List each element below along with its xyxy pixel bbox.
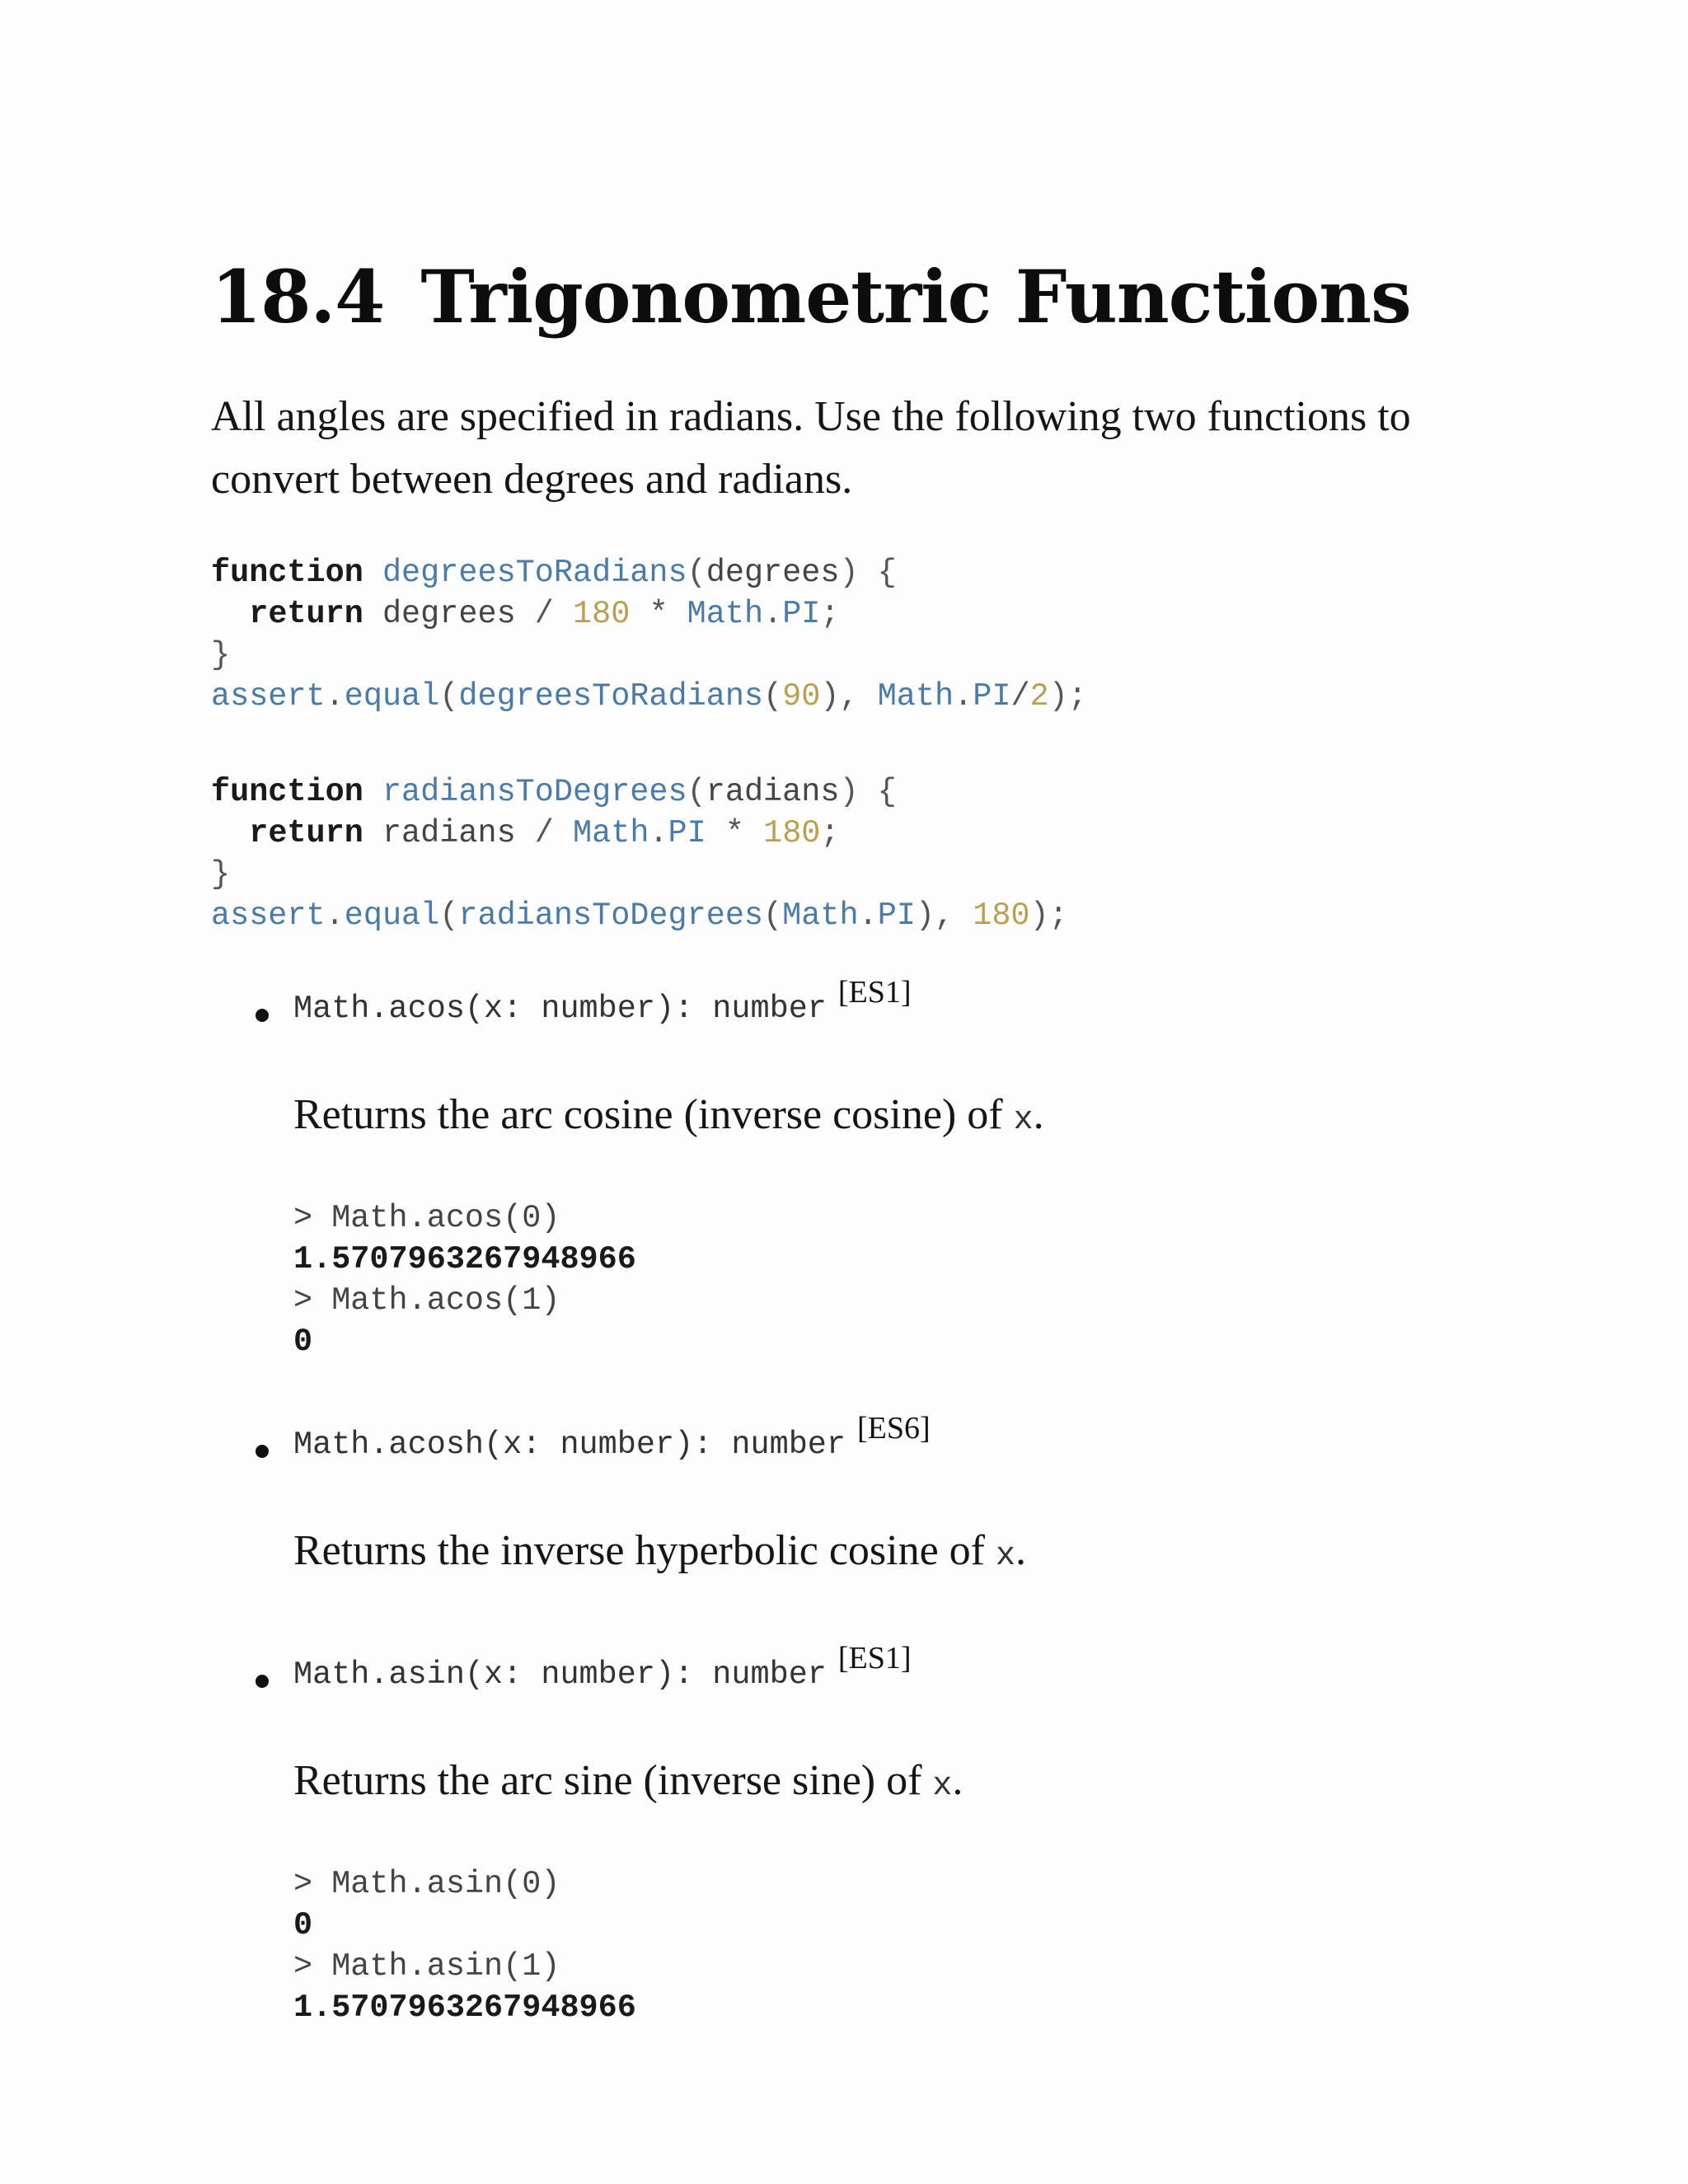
code-line-8: assert.equal(radiansToDegrees(Math.PI), 180);: [211, 898, 1068, 934]
code-line-7: }: [211, 856, 231, 893]
version-tag: [ES1]: [837, 1641, 912, 1675]
bullet-icon: [256, 1445, 269, 1458]
api-list: [211, 975, 1497, 2028]
repl-input: > Math.acos(0): [293, 1200, 560, 1236]
section-heading: [211, 247, 1497, 346]
code-line-4: assert.equal(degreesToRadians(90), Math.PI/2);: [211, 678, 1087, 715]
intro-paragraph: All angles are specified in radians. Use the following two functions to convert between degrees and radians.: [211, 393, 1411, 503]
repl-output: 0: [293, 1324, 313, 1360]
repl-example: [293, 1197, 1497, 1362]
api-description: Returns the arc cosine (inverse cosine) of x.: [293, 1091, 1044, 1139]
version-tag: [ES6]: [857, 1411, 931, 1446]
code-line-6: return radians / Math.PI * 180;: [249, 815, 840, 851]
code-block: [211, 552, 1497, 936]
api-item-acosh: [211, 1411, 1497, 1586]
code-line-3: }: [211, 637, 231, 673]
page-content: [211, 247, 1497, 2028]
code-line-2: return degrees / 180 * Math.PI;: [249, 596, 840, 632]
repl-output: 1.5707963267948966: [293, 1241, 636, 1277]
repl-output: 1.5707963267948966: [293, 1990, 636, 2026]
repl-example: [293, 1863, 1497, 2028]
api-signature-line: [293, 1641, 1497, 1699]
code-line-5: function radiansToDegrees(radians) {: [211, 774, 897, 810]
api-description: Returns the arc sine (inverse sine) of x.: [293, 1757, 964, 1805]
api-signature: Math.asin(x: number): number: [293, 1657, 827, 1693]
section-title: Trigonometric Functions: [420, 254, 1411, 340]
api-item-acos: [211, 975, 1497, 1362]
repl-input: > Math.asin(1): [293, 1948, 560, 1985]
api-signature: Math.acos(x: number): number: [293, 991, 827, 1027]
api-signature-line: [293, 1411, 1497, 1469]
api-item-asin: [211, 1641, 1497, 2028]
bullet-icon: [256, 1009, 269, 1022]
api-signature-line: [293, 975, 1497, 1033]
repl-input: > Math.asin(0): [293, 1866, 560, 1902]
bullet-icon: [256, 1675, 269, 1688]
repl-input: > Math.acos(1): [293, 1282, 560, 1319]
api-description: Returns the inverse hyperbolic cosine of x.: [293, 1527, 1026, 1575]
code-line-1: function degreesToRadians(degrees) {: [211, 555, 897, 591]
version-tag: [ES1]: [837, 975, 912, 1010]
section-number: 18.4: [211, 254, 385, 340]
api-signature: Math.acosh(x: number): number: [293, 1427, 846, 1463]
repl-output: 0: [293, 1907, 313, 1943]
